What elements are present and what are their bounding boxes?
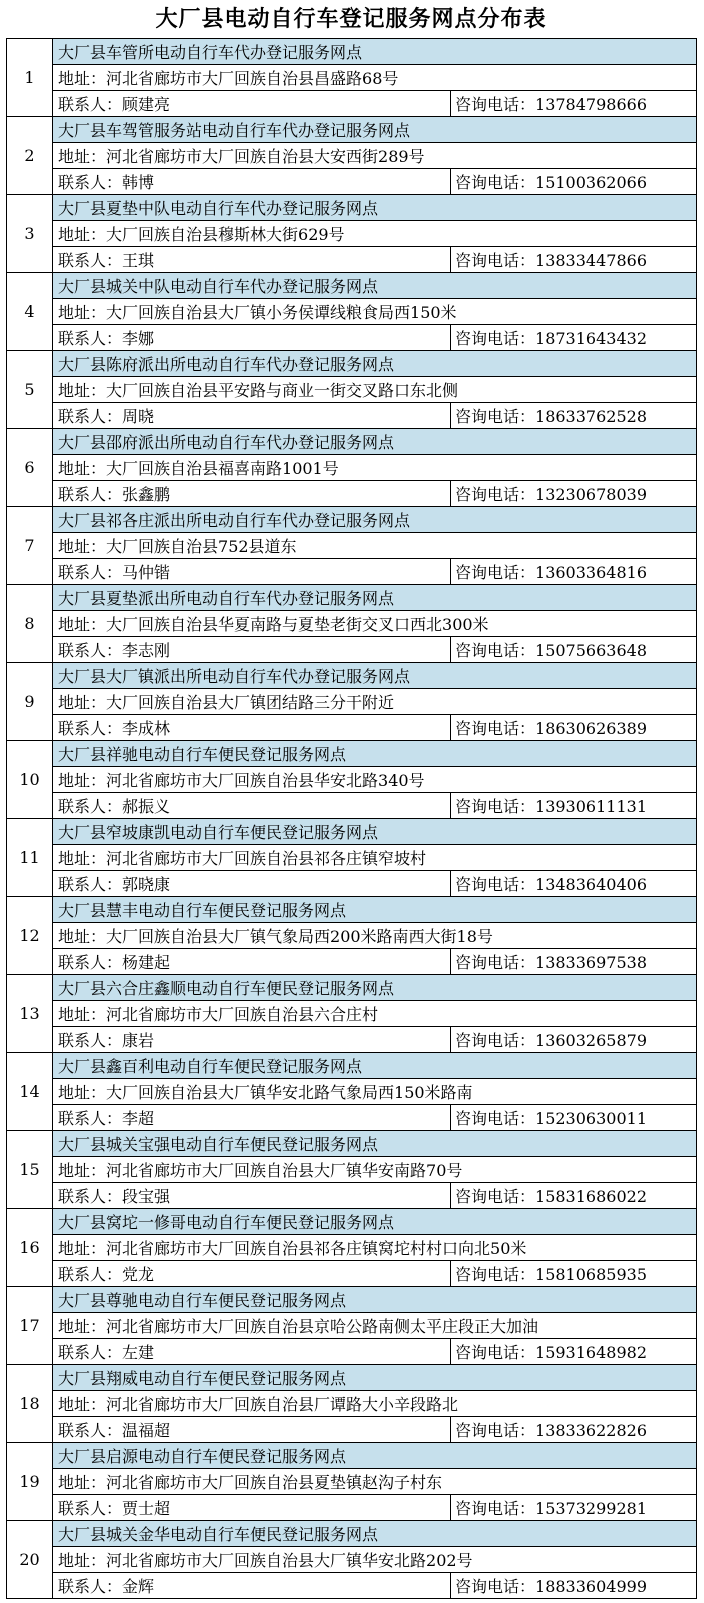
address-value: 大厂回族自治县福喜南路1001号 xyxy=(106,459,339,478)
address-label: 地址： xyxy=(58,1317,107,1336)
table-row-address xyxy=(7,1547,697,1573)
contact-label: 联系人： xyxy=(58,1187,123,1206)
row-number: 11 xyxy=(7,819,53,897)
row-number: 19 xyxy=(7,1443,53,1521)
phone-label: 咨询电话： xyxy=(455,251,536,270)
phone-value: 13603265879 xyxy=(535,1031,647,1050)
service-point-name: 大厂县城关金华电动自行车便民登记服务网点 xyxy=(53,1521,697,1547)
address-value: 河北省廊坊市大厂回族自治县祁各庄镇窝坨村村口向北50米 xyxy=(106,1239,527,1258)
phone-value: 18731643432 xyxy=(535,329,647,348)
contact-label: 联系人： xyxy=(58,1109,123,1128)
table-row-address xyxy=(7,143,697,169)
contact-cell xyxy=(53,949,451,975)
table-row-address xyxy=(7,923,697,949)
address-label: 地址： xyxy=(58,693,107,712)
service-point-name: 大厂县翔威电动自行车便民登记服务网点 xyxy=(53,1365,697,1391)
address-cell xyxy=(53,1391,697,1417)
phone-cell xyxy=(451,325,697,351)
address-value: 河北省廊坊市大厂回族自治县昌盛路68号 xyxy=(106,69,399,88)
table-row-address xyxy=(7,767,697,793)
address-cell xyxy=(53,377,697,403)
phone-cell xyxy=(451,1573,697,1599)
table-row-contact xyxy=(7,481,697,507)
phone-label: 咨询电话： xyxy=(455,875,536,894)
table-row-address xyxy=(7,65,697,91)
address-label: 地址： xyxy=(58,1473,107,1492)
address-cell xyxy=(53,1001,697,1027)
phone-value: 13784798666 xyxy=(535,95,647,114)
contact-value: 温福超 xyxy=(122,1421,171,1440)
phone-value: 18630626389 xyxy=(535,719,647,738)
contact-cell xyxy=(53,1573,451,1599)
contact-label: 联系人： xyxy=(58,173,123,192)
phone-label: 咨询电话： xyxy=(455,1343,536,1362)
contact-cell xyxy=(53,715,451,741)
contact-label: 联系人： xyxy=(58,485,123,504)
contact-value: 王琪 xyxy=(122,251,155,270)
contact-label: 联系人： xyxy=(58,641,123,660)
service-point-name: 大厂县城关宝强电动自行车便民登记服务网点 xyxy=(53,1131,697,1157)
contact-cell xyxy=(53,1261,451,1287)
phone-cell xyxy=(451,247,697,273)
phone-cell xyxy=(451,871,697,897)
contact-value: 李超 xyxy=(122,1109,155,1128)
row-number: 8 xyxy=(7,585,53,663)
table-row-contact xyxy=(7,91,697,117)
contact-cell xyxy=(53,793,451,819)
address-cell xyxy=(53,1469,697,1495)
contact-label: 联系人： xyxy=(58,875,123,894)
service-point-name: 大厂县车驾管服务站电动自行车代办登记服务网点 xyxy=(53,117,697,143)
address-cell xyxy=(53,689,697,715)
service-point-name: 大厂县城关中队电动自行车代办登记服务网点 xyxy=(53,273,697,299)
phone-label: 咨询电话： xyxy=(455,1421,536,1440)
table-row-name xyxy=(7,1053,697,1079)
contact-cell xyxy=(53,637,451,663)
phone-cell xyxy=(451,793,697,819)
address-label: 地址： xyxy=(58,147,107,166)
table-body xyxy=(7,39,697,1599)
table-row-name xyxy=(7,897,697,923)
table-row-name xyxy=(7,195,697,221)
contact-value: 李志刚 xyxy=(122,641,171,660)
table-row-contact xyxy=(7,1027,697,1053)
phone-value: 15810685935 xyxy=(535,1265,647,1284)
phone-label: 咨询电话： xyxy=(455,953,536,972)
address-cell xyxy=(53,221,697,247)
phone-value: 13603364816 xyxy=(535,563,647,582)
phone-cell xyxy=(451,1417,697,1443)
phone-value: 15831686022 xyxy=(535,1187,647,1206)
phone-label: 咨询电话： xyxy=(455,407,536,426)
contact-value: 郝振义 xyxy=(122,797,171,816)
table-row-contact xyxy=(7,559,697,585)
table-row-contact xyxy=(7,247,697,273)
table-row-address xyxy=(7,377,697,403)
contact-value: 杨建起 xyxy=(122,953,171,972)
row-number: 14 xyxy=(7,1053,53,1131)
address-value: 河北省廊坊市大厂回族自治县大厂镇华安北路202号 xyxy=(106,1551,473,1570)
address-value: 大厂回族自治县大厂镇华安北路气象局西150米路南 xyxy=(106,1083,473,1102)
contact-cell xyxy=(53,1105,451,1131)
service-point-name: 大厂县邵府派出所电动自行车代办登记服务网点 xyxy=(53,429,697,455)
table-row-name xyxy=(7,1521,697,1547)
address-cell xyxy=(53,299,697,325)
address-cell xyxy=(53,65,697,91)
row-number: 9 xyxy=(7,663,53,741)
table-row-address xyxy=(7,689,697,715)
contact-label: 联系人： xyxy=(58,407,123,426)
address-cell xyxy=(53,611,697,637)
phone-cell xyxy=(451,637,697,663)
contact-value: 韩博 xyxy=(122,173,155,192)
contact-value: 周晓 xyxy=(122,407,155,426)
table-row-contact xyxy=(7,1417,697,1443)
address-value: 河北省廊坊市大厂回族自治县厂谭路大小辛段路北 xyxy=(106,1395,459,1414)
address-value: 大厂回族自治县大厂镇小务侯谭线粮食局西150米 xyxy=(106,303,457,322)
table-row-contact xyxy=(7,169,697,195)
table-row-name xyxy=(7,585,697,611)
address-value: 河北省廊坊市大厂回族自治县六合庄村 xyxy=(106,1005,379,1024)
contact-cell xyxy=(53,247,451,273)
table-row-address xyxy=(7,1391,697,1417)
phone-label: 咨询电话： xyxy=(455,1577,536,1596)
page-title: 大厂县电动自行车登记服务网点分布表 xyxy=(155,7,547,32)
address-value: 大厂回族自治县大厂镇团结路三分干附近 xyxy=(106,693,395,712)
phone-value: 18633762528 xyxy=(535,407,647,426)
address-cell xyxy=(53,1079,697,1105)
contact-cell xyxy=(53,1027,451,1053)
contact-cell xyxy=(53,1495,451,1521)
address-value: 大厂回族自治县穆斯林大街629号 xyxy=(106,225,345,244)
contact-cell xyxy=(53,1417,451,1443)
table-row-name xyxy=(7,663,697,689)
row-number: 13 xyxy=(7,975,53,1053)
address-cell xyxy=(53,1235,697,1261)
phone-label: 咨询电话： xyxy=(455,1187,536,1206)
contact-label: 联系人： xyxy=(58,1031,123,1050)
phone-cell xyxy=(451,1105,697,1131)
phone-value: 13833697538 xyxy=(535,953,647,972)
phone-value: 13833622826 xyxy=(535,1421,647,1440)
contact-label: 联系人： xyxy=(58,95,123,114)
row-number: 17 xyxy=(7,1287,53,1365)
row-number: 5 xyxy=(7,351,53,429)
phone-value: 15230630011 xyxy=(535,1109,647,1128)
address-label: 地址： xyxy=(58,771,107,790)
phone-value: 13483640406 xyxy=(535,875,647,894)
phone-cell xyxy=(451,559,697,585)
row-number: 16 xyxy=(7,1209,53,1287)
table-row-address xyxy=(7,845,697,871)
phone-label: 咨询电话： xyxy=(455,797,536,816)
address-cell xyxy=(53,767,697,793)
service-point-name: 大厂县车管所电动自行车代办登记服务网点 xyxy=(53,39,697,65)
phone-value: 15373299281 xyxy=(535,1499,647,1518)
contact-cell xyxy=(53,1339,451,1365)
contact-value: 贾士超 xyxy=(122,1499,171,1518)
table-row-contact xyxy=(7,325,697,351)
phone-cell xyxy=(451,91,697,117)
contact-label: 联系人： xyxy=(58,1577,123,1596)
phone-cell xyxy=(451,481,697,507)
address-label: 地址： xyxy=(58,459,107,478)
contact-label: 联系人： xyxy=(58,1265,123,1284)
service-point-name: 大厂县夏垫中队电动自行车代办登记服务网点 xyxy=(53,195,697,221)
table-row-address xyxy=(7,221,697,247)
contact-value: 李娜 xyxy=(122,329,155,348)
contact-label: 联系人： xyxy=(58,563,123,582)
phone-cell xyxy=(451,949,697,975)
phone-value: 15075663648 xyxy=(535,641,647,660)
service-point-name: 大厂县窄坡康凯电动自行车便民登记服务网点 xyxy=(53,819,697,845)
contact-value: 张鑫鹏 xyxy=(122,485,171,504)
table-row-contact xyxy=(7,1573,697,1599)
table-row-name xyxy=(7,117,697,143)
table-row-contact xyxy=(7,793,697,819)
service-point-name: 大厂县启源电动自行车便民登记服务网点 xyxy=(53,1443,697,1469)
row-number: 20 xyxy=(7,1521,53,1599)
address-cell xyxy=(53,923,697,949)
service-point-name: 大厂县祁各庄派出所电动自行车代办登记服务网点 xyxy=(53,507,697,533)
table-row-contact xyxy=(7,949,697,975)
service-points-table xyxy=(6,38,697,1599)
table-row-name xyxy=(7,1443,697,1469)
document-page xyxy=(6,0,696,1599)
address-cell xyxy=(53,143,697,169)
address-label: 地址： xyxy=(58,849,107,868)
address-value: 河北省廊坊市大厂回族自治县祁各庄镇窄坡村 xyxy=(106,849,427,868)
row-number: 3 xyxy=(7,195,53,273)
address-label: 地址： xyxy=(58,537,107,556)
phone-label: 咨询电话： xyxy=(455,1109,536,1128)
phone-label: 咨询电话： xyxy=(455,95,536,114)
phone-label: 咨询电话： xyxy=(455,173,536,192)
address-label: 地址： xyxy=(58,381,107,400)
phone-value: 15931648982 xyxy=(535,1343,647,1362)
table-row-address xyxy=(7,533,697,559)
phone-cell xyxy=(451,1183,697,1209)
table-row-address xyxy=(7,455,697,481)
table-row-address xyxy=(7,611,697,637)
table-row-contact xyxy=(7,1495,697,1521)
row-number: 4 xyxy=(7,273,53,351)
address-label: 地址： xyxy=(58,69,107,88)
phone-value: 13930611131 xyxy=(535,797,647,816)
table-row-name xyxy=(7,1131,697,1157)
table-row-name xyxy=(7,429,697,455)
contact-value: 马仲锴 xyxy=(122,563,171,582)
address-label: 地址： xyxy=(58,615,107,634)
address-label: 地址： xyxy=(58,1395,107,1414)
address-value: 河北省廊坊市大厂回族自治县大厂镇华安南路70号 xyxy=(106,1161,463,1180)
phone-cell xyxy=(451,169,697,195)
phone-label: 咨询电话： xyxy=(455,329,536,348)
phone-cell xyxy=(451,1027,697,1053)
phone-cell xyxy=(451,403,697,429)
table-row-name xyxy=(7,1209,697,1235)
table-row-address xyxy=(7,1469,697,1495)
contact-label: 联系人： xyxy=(58,1343,123,1362)
address-label: 地址： xyxy=(58,1551,107,1570)
table-row-name xyxy=(7,507,697,533)
contact-cell xyxy=(53,403,451,429)
phone-value: 13833447866 xyxy=(535,251,647,270)
address-cell xyxy=(53,1157,697,1183)
table-row-name xyxy=(7,351,697,377)
contact-value: 李成林 xyxy=(122,719,171,738)
contact-value: 康岩 xyxy=(122,1031,155,1050)
row-number: 18 xyxy=(7,1365,53,1443)
contact-value: 党龙 xyxy=(122,1265,155,1284)
contact-cell xyxy=(53,481,451,507)
table-row-name xyxy=(7,975,697,1001)
contact-label: 联系人： xyxy=(58,251,123,270)
address-cell xyxy=(53,1313,697,1339)
table-row-address xyxy=(7,1079,697,1105)
contact-label: 联系人： xyxy=(58,953,123,972)
address-label: 地址： xyxy=(58,1005,107,1024)
table-row-name xyxy=(7,819,697,845)
address-value: 大厂回族自治县大厂镇气象局西200米路南西大街18号 xyxy=(106,927,493,946)
table-row-name xyxy=(7,273,697,299)
phone-cell xyxy=(451,1339,697,1365)
table-row-name xyxy=(7,39,697,65)
phone-value: 13230678039 xyxy=(535,485,647,504)
phone-label: 咨询电话： xyxy=(455,1499,536,1518)
address-value: 河北省廊坊市大厂回族自治县大安西街289号 xyxy=(106,147,425,166)
service-point-name: 大厂县祥驰电动自行车便民登记服务网点 xyxy=(53,741,697,767)
address-value: 大厂回族自治县752县道东 xyxy=(106,537,297,556)
contact-label: 联系人： xyxy=(58,719,123,738)
contact-cell xyxy=(53,559,451,585)
service-point-name: 大厂县夏垫派出所电动自行车代办登记服务网点 xyxy=(53,585,697,611)
address-cell xyxy=(53,455,697,481)
contact-label: 联系人： xyxy=(58,329,123,348)
address-label: 地址： xyxy=(58,303,107,322)
phone-label: 咨询电话： xyxy=(455,641,536,660)
contact-cell xyxy=(53,91,451,117)
address-value: 河北省廊坊市大厂回族自治县华安北路340号 xyxy=(106,771,425,790)
phone-cell xyxy=(451,715,697,741)
table-row-address xyxy=(7,1313,697,1339)
contact-value: 金辉 xyxy=(122,1577,155,1596)
table-row-address xyxy=(7,1157,697,1183)
table-row-contact xyxy=(7,637,697,663)
row-number: 1 xyxy=(7,39,53,117)
address-value: 大厂回族自治县平安路与商业一街交叉路口东北侧 xyxy=(106,381,459,400)
address-label: 地址： xyxy=(58,1239,107,1258)
contact-label: 联系人： xyxy=(58,1499,123,1518)
address-cell xyxy=(53,533,697,559)
phone-cell xyxy=(451,1261,697,1287)
row-number: 6 xyxy=(7,429,53,507)
address-value: 河北省廊坊市大厂回族自治县夏垫镇赵沟子村东 xyxy=(106,1473,443,1492)
address-cell xyxy=(53,1547,697,1573)
contact-label: 联系人： xyxy=(58,1421,123,1440)
contact-cell xyxy=(53,169,451,195)
table-row-contact xyxy=(7,871,697,897)
address-value: 河北省廊坊市大厂回族自治县京哈公路南侧太平庄段正大加油 xyxy=(106,1317,539,1336)
address-label: 地址： xyxy=(58,225,107,244)
service-point-name: 大厂县窝坨一修哥电动自行车便民登记服务网点 xyxy=(53,1209,697,1235)
address-label: 地址： xyxy=(58,927,107,946)
phone-label: 咨询电话： xyxy=(455,1031,536,1050)
table-row-contact xyxy=(7,1261,697,1287)
table-row-address xyxy=(7,1235,697,1261)
contact-cell xyxy=(53,325,451,351)
phone-label: 咨询电话： xyxy=(455,485,536,504)
row-number: 10 xyxy=(7,741,53,819)
service-point-name: 大厂县慧丰电动自行车便民登记服务网点 xyxy=(53,897,697,923)
table-row-name xyxy=(7,741,697,767)
table-row-name xyxy=(7,1287,697,1313)
contact-value: 顾建亮 xyxy=(122,95,171,114)
phone-label: 咨询电话： xyxy=(455,719,536,738)
phone-label: 咨询电话： xyxy=(455,563,536,582)
table-row-contact xyxy=(7,403,697,429)
table-row-contact xyxy=(7,1183,697,1209)
row-number: 7 xyxy=(7,507,53,585)
address-cell xyxy=(53,845,697,871)
phone-value: 18833604999 xyxy=(535,1577,647,1596)
row-number: 15 xyxy=(7,1131,53,1209)
contact-label: 联系人： xyxy=(58,797,123,816)
table-row-contact xyxy=(7,1339,697,1365)
address-label: 地址： xyxy=(58,1161,107,1180)
service-point-name: 大厂县大厂镇派出所电动自行车代办登记服务网点 xyxy=(53,663,697,689)
contact-value: 段宝强 xyxy=(122,1187,171,1206)
table-row-contact xyxy=(7,1105,697,1131)
table-row-address xyxy=(7,1001,697,1027)
contact-cell xyxy=(53,1183,451,1209)
service-point-name: 大厂县鑫百利电动自行车便民登记服务网点 xyxy=(53,1053,697,1079)
service-point-name: 大厂县六合庄鑫顺电动自行车便民登记服务网点 xyxy=(53,975,697,1001)
phone-cell xyxy=(451,1495,697,1521)
row-number: 2 xyxy=(7,117,53,195)
table-row-contact xyxy=(7,715,697,741)
contact-value: 左建 xyxy=(122,1343,155,1362)
service-point-name: 大厂县尊驰电动自行车便民登记服务网点 xyxy=(53,1287,697,1313)
service-point-name: 大厂县陈府派出所电动自行车代办登记服务网点 xyxy=(53,351,697,377)
row-number: 12 xyxy=(7,897,53,975)
address-value: 大厂回族自治县华夏南路与夏垫老街交叉口西北300米 xyxy=(106,615,489,634)
address-label: 地址： xyxy=(58,1083,107,1102)
table-row-address xyxy=(7,299,697,325)
table-row-name xyxy=(7,1365,697,1391)
contact-value: 郭晓康 xyxy=(122,875,171,894)
phone-value: 15100362066 xyxy=(535,173,647,192)
phone-label: 咨询电话： xyxy=(455,1265,536,1284)
contact-cell xyxy=(53,871,451,897)
